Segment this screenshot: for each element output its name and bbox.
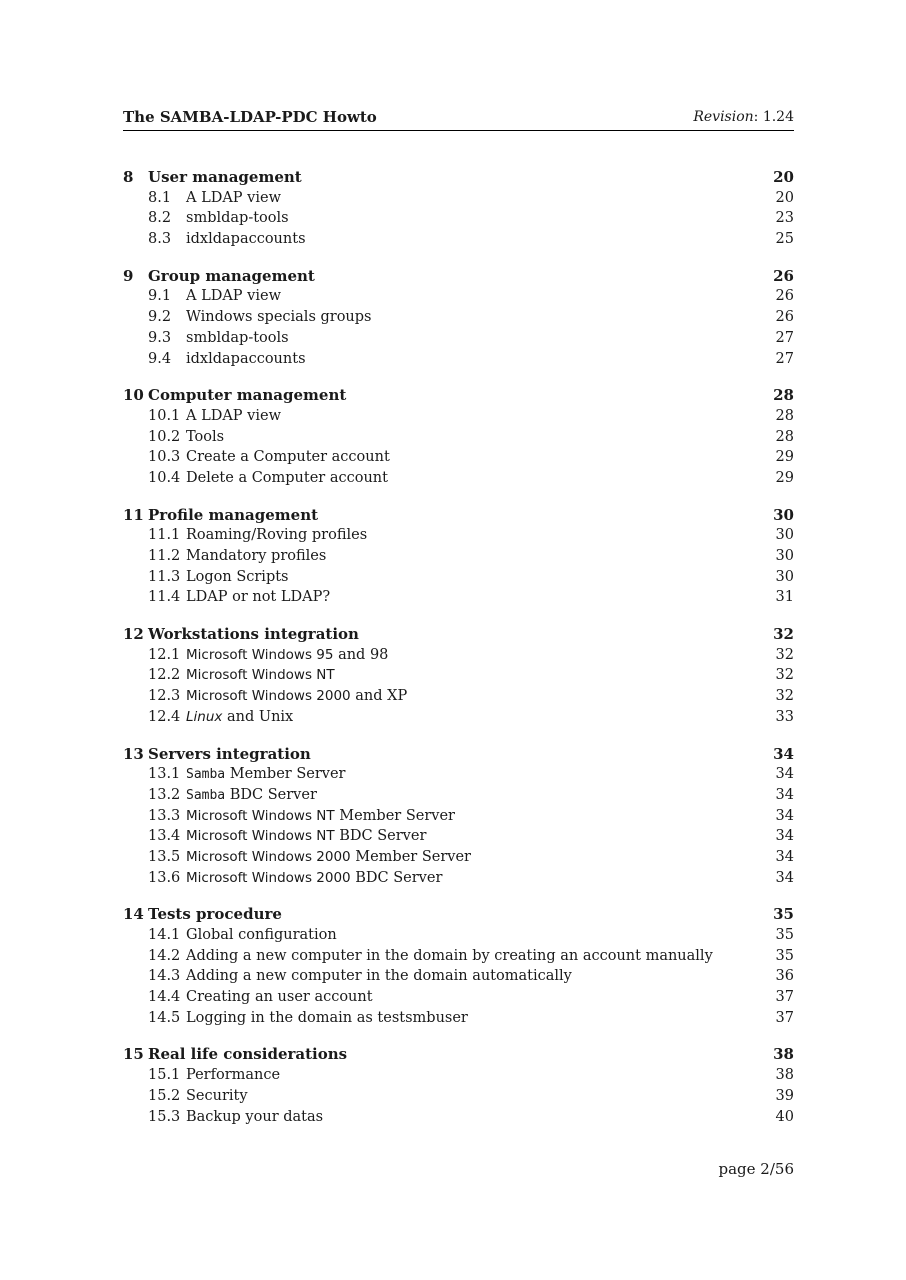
entry-title xyxy=(186,946,718,967)
product-name: Microsoft Windows 2000 xyxy=(186,869,351,886)
toc-section xyxy=(123,1044,794,1127)
entry-title-text: A LDAP view xyxy=(186,407,281,424)
toc-section xyxy=(123,167,794,250)
toc-section xyxy=(123,744,794,889)
document-page xyxy=(123,0,794,1280)
entry-title xyxy=(186,925,342,946)
entry-page-number: 32 xyxy=(775,688,794,705)
section-number: 13 xyxy=(123,744,144,763)
revision-info xyxy=(693,109,794,125)
entry-title-text: BDC Server xyxy=(334,828,427,845)
toc-entry[interactable] xyxy=(123,567,794,588)
entry-page-number: 37 xyxy=(775,989,794,1006)
toc-entry[interactable] xyxy=(123,406,794,427)
entry-title-text: and XP xyxy=(350,688,408,705)
toc-entry[interactable] xyxy=(123,447,794,468)
entry-page-number: 34 xyxy=(775,786,794,803)
toc-entry[interactable] xyxy=(123,665,794,686)
toc-section-heading[interactable] xyxy=(123,505,794,526)
entry-title-text: Backup your datas xyxy=(186,1108,324,1125)
entry-title-text: Roaming/Roving profiles xyxy=(186,527,368,544)
entry-title-text: Member Server xyxy=(225,766,346,783)
toc-entry[interactable] xyxy=(123,229,794,250)
entry-page-number: 25 xyxy=(775,231,794,248)
entry-title-text: LDAP or not LDAP? xyxy=(186,589,331,606)
entry-title xyxy=(186,1086,253,1107)
entry-title xyxy=(186,806,460,827)
entry-number: 10.2 xyxy=(148,428,181,445)
product-name: Microsoft Windows 2000 xyxy=(186,848,351,865)
toc-section-heading[interactable] xyxy=(123,904,794,925)
entry-title-text: BDC Server xyxy=(350,869,443,886)
section-number: 14 xyxy=(123,905,144,924)
entry-page-number: 40 xyxy=(775,1108,794,1125)
section-title: Tests procedure xyxy=(148,905,282,924)
toc-section xyxy=(123,624,794,727)
entry-title xyxy=(186,785,322,807)
toc-entry[interactable] xyxy=(123,686,794,707)
entry-number: 12.3 xyxy=(148,688,181,705)
entry-title-text: Windows specials groups xyxy=(186,309,372,326)
entry-number: 11.4 xyxy=(148,589,181,606)
section-page-number: 26 xyxy=(773,266,794,285)
entry-title xyxy=(186,1107,328,1128)
entry-title-text: idxldapaccounts xyxy=(186,231,306,248)
toc-section xyxy=(123,385,794,488)
entry-title xyxy=(186,546,331,567)
product-name: Microsoft Windows 2000 xyxy=(186,688,351,705)
section-number: 15 xyxy=(123,1045,144,1064)
entry-title-text: Member Server xyxy=(334,807,455,824)
entry-page-number: 37 xyxy=(775,1009,794,1026)
entry-page-number: 32 xyxy=(775,646,794,663)
entry-page-number: 34 xyxy=(775,807,794,824)
entry-number: 11.1 xyxy=(148,527,181,544)
entry-page-number: 32 xyxy=(775,667,794,684)
entry-page-number: 34 xyxy=(775,766,794,783)
entry-number: 14.3 xyxy=(148,968,181,985)
entry-title xyxy=(186,406,286,427)
entry-number: 9.1 xyxy=(148,288,172,305)
entry-title-text: and 98 xyxy=(333,646,389,663)
toc-entry[interactable] xyxy=(123,1008,794,1029)
toc-entry[interactable] xyxy=(123,1086,794,1107)
entry-page-number: 26 xyxy=(775,288,794,305)
entry-title-text: smbldap-tools xyxy=(186,329,289,346)
toc-entry[interactable] xyxy=(123,546,794,567)
entry-number: 14.1 xyxy=(148,927,181,943)
section-number: 11 xyxy=(123,505,144,524)
entry-page-number: 33 xyxy=(775,708,794,725)
toc-section xyxy=(123,266,794,369)
toc-section-heading[interactable] xyxy=(123,385,794,406)
entry-number: 13.2 xyxy=(148,786,181,803)
entry-title xyxy=(186,307,377,328)
section-number: 12 xyxy=(123,625,144,644)
toc-entry[interactable] xyxy=(123,468,794,489)
toc-entry[interactable] xyxy=(123,286,794,307)
toc-section xyxy=(123,904,794,1028)
toc-entry[interactable] xyxy=(123,764,794,785)
entry-number: 15.3 xyxy=(148,1108,181,1125)
toc-entry[interactable] xyxy=(123,328,794,349)
entry-title-text: idxldapaccounts xyxy=(186,350,306,367)
entry-title xyxy=(186,686,412,707)
section-page-number: 32 xyxy=(773,625,794,644)
entry-number: 8.1 xyxy=(148,189,172,206)
toc-entry[interactable] xyxy=(123,427,794,448)
entry-page-number: 34 xyxy=(775,828,794,845)
toc-entry[interactable] xyxy=(123,707,794,728)
entry-number: 13.1 xyxy=(148,766,181,783)
entry-page-number: 30 xyxy=(775,568,794,585)
entry-number: 9.2 xyxy=(148,309,172,326)
entry-number: 10.4 xyxy=(148,469,181,486)
toc-entry[interactable] xyxy=(123,1107,794,1128)
product-name: Microsoft Windows NT xyxy=(186,828,335,845)
entry-page-number: 20 xyxy=(775,189,794,206)
revision-value: : 1.24 xyxy=(753,109,794,125)
entry-title xyxy=(186,427,229,448)
toc-entry[interactable] xyxy=(123,806,794,827)
entry-number: 9.3 xyxy=(148,329,172,346)
section-page-number: 28 xyxy=(773,386,794,405)
entry-number: 11.3 xyxy=(148,568,181,585)
entry-page-number: 29 xyxy=(775,449,794,466)
entry-page-number: 34 xyxy=(775,869,794,886)
product-name: Linux xyxy=(186,708,223,725)
entry-number: 10.1 xyxy=(148,407,181,424)
entry-title xyxy=(186,868,447,889)
entry-page-number: 30 xyxy=(775,527,794,544)
entry-title-text: A LDAP view xyxy=(186,288,281,305)
entry-title xyxy=(186,665,340,686)
section-page-number: 20 xyxy=(773,168,794,186)
entry-page-number: 38 xyxy=(775,1067,794,1084)
section-title: Profile management xyxy=(148,505,319,524)
entry-title xyxy=(186,468,393,489)
toc-entry[interactable] xyxy=(123,785,794,806)
entry-title-text: Performance xyxy=(186,1067,281,1084)
entry-page-number: 28 xyxy=(775,428,794,445)
page-header xyxy=(123,108,794,131)
revision-label: Revision xyxy=(693,109,754,125)
entry-page-number: 23 xyxy=(775,210,794,227)
entry-title-text: smbldap-tools xyxy=(186,210,289,227)
entry-title xyxy=(186,286,286,307)
toc-entry[interactable] xyxy=(123,587,794,608)
entry-page-number: 28 xyxy=(775,407,794,424)
entry-title-text: Mandatory profiles xyxy=(186,548,327,564)
entry-title xyxy=(186,987,378,1008)
entry-page-number: 27 xyxy=(775,350,794,367)
entry-title-text: Global configuration xyxy=(186,927,337,943)
entry-title xyxy=(186,447,395,468)
entry-title xyxy=(186,188,286,209)
entry-title xyxy=(186,707,298,728)
toc-section-heading[interactable] xyxy=(123,167,794,188)
toc-entry[interactable] xyxy=(123,307,794,328)
section-number: 8 xyxy=(123,168,134,186)
toc-entry[interactable] xyxy=(123,946,794,967)
entry-title-text: Create a Computer account xyxy=(186,449,390,466)
entry-title xyxy=(186,645,393,666)
entry-page-number: 36 xyxy=(775,968,794,985)
toc-entry[interactable] xyxy=(123,1065,794,1086)
toc-entry[interactable] xyxy=(123,987,794,1008)
entry-title-text: A LDAP view xyxy=(186,189,281,206)
document-title: The SAMBA-LDAP-PDC Howto xyxy=(123,108,377,126)
toc-entry[interactable] xyxy=(123,349,794,370)
entry-page-number: 31 xyxy=(775,589,794,606)
product-name: Microsoft Windows 95 xyxy=(186,646,334,663)
entry-number: 12.4 xyxy=(148,708,181,725)
toc-section xyxy=(123,505,794,608)
product-name: Microsoft Windows NT xyxy=(186,667,335,684)
entry-title-text: Adding a new computer in the domain automatically xyxy=(186,968,572,985)
toc-entry[interactable] xyxy=(123,525,794,546)
entry-page-number: 35 xyxy=(775,947,794,964)
toc-entry[interactable] xyxy=(123,826,794,847)
entry-number: 10.3 xyxy=(148,449,181,466)
entry-title xyxy=(186,567,294,588)
entry-title-text: Adding a new computer in the domain by creating an account manually xyxy=(186,947,713,964)
section-page-number: 30 xyxy=(773,505,794,524)
entry-number: 15.2 xyxy=(148,1087,181,1104)
toc-section-heading[interactable] xyxy=(123,266,794,287)
entry-page-number: 29 xyxy=(775,469,794,486)
toc-entry[interactable] xyxy=(123,645,794,666)
section-title: Real life considerations xyxy=(148,1045,348,1064)
toc-entry[interactable] xyxy=(123,208,794,229)
entry-title-text: Member Server xyxy=(350,848,471,865)
entry-number: 11.2 xyxy=(148,548,181,564)
entry-title-text: BDC Server xyxy=(225,786,317,803)
section-number: 10 xyxy=(123,386,144,405)
entry-title-text: Logon Scripts xyxy=(186,568,289,585)
entry-page-number: 34 xyxy=(775,848,794,865)
page-number: page 2/56 xyxy=(718,1160,794,1178)
section-number: 9 xyxy=(123,266,134,285)
toc-section-heading[interactable] xyxy=(123,624,794,645)
entry-title-text: Logging in the domain as testsmbuser xyxy=(186,1009,468,1026)
entry-number: 12.2 xyxy=(148,667,181,684)
section-title: Group management xyxy=(148,266,315,285)
entry-number: 9.4 xyxy=(148,350,172,367)
entry-title-text: Security xyxy=(186,1087,248,1104)
entry-number: 14.4 xyxy=(148,989,181,1006)
entry-title xyxy=(186,826,431,847)
product-name: Microsoft Windows NT xyxy=(186,807,335,824)
entry-number: 8.3 xyxy=(148,231,172,248)
entry-title xyxy=(186,208,294,229)
toc-section-heading[interactable] xyxy=(123,744,794,765)
product-name: Samba xyxy=(186,787,226,803)
section-page-number: 34 xyxy=(773,744,794,763)
section-page-number: 38 xyxy=(773,1045,794,1064)
entry-title xyxy=(186,525,372,546)
toc-section-heading[interactable] xyxy=(123,1044,794,1065)
product-name: Samba xyxy=(186,767,226,783)
section-title: User management xyxy=(148,168,302,186)
entry-number: 13.5 xyxy=(148,848,181,865)
entry-title xyxy=(186,966,577,987)
toc-entry[interactable] xyxy=(123,925,794,946)
entry-number: 13.4 xyxy=(148,828,181,845)
toc-entry[interactable] xyxy=(123,868,794,889)
entry-title xyxy=(186,1065,285,1086)
entry-title-text: Creating an user account xyxy=(186,989,373,1006)
entry-title xyxy=(186,587,335,608)
entry-title-text: Tools xyxy=(186,428,225,445)
toc-entry[interactable] xyxy=(123,847,794,868)
entry-title-text: Delete a Computer account xyxy=(186,469,388,486)
entry-title xyxy=(186,764,350,786)
entry-number: 13.6 xyxy=(148,869,181,886)
entry-title xyxy=(186,349,311,370)
entry-page-number: 39 xyxy=(775,1087,794,1104)
section-title: Computer management xyxy=(148,386,347,405)
entry-page-number: 26 xyxy=(775,309,794,326)
entry-number: 14.5 xyxy=(148,1009,181,1026)
entry-title xyxy=(186,1008,473,1029)
entry-number: 13.3 xyxy=(148,807,181,824)
section-title: Workstations integration xyxy=(148,625,359,644)
toc-entry[interactable] xyxy=(123,188,794,209)
entry-title xyxy=(186,328,294,349)
section-page-number: 35 xyxy=(773,905,794,924)
entry-page-number: 30 xyxy=(775,548,794,564)
entry-title xyxy=(186,229,311,250)
table-of-contents xyxy=(123,167,794,1143)
entry-title xyxy=(186,847,476,868)
entry-page-number: 27 xyxy=(775,329,794,346)
entry-title-text: and Unix xyxy=(222,708,294,725)
entry-number: 14.2 xyxy=(148,947,181,964)
toc-entry[interactable] xyxy=(123,966,794,987)
section-title: Servers integration xyxy=(148,744,311,763)
entry-number: 15.1 xyxy=(148,1067,181,1084)
entry-number: 8.2 xyxy=(148,210,172,227)
entry-page-number: 35 xyxy=(775,927,794,943)
entry-number: 12.1 xyxy=(148,646,181,663)
